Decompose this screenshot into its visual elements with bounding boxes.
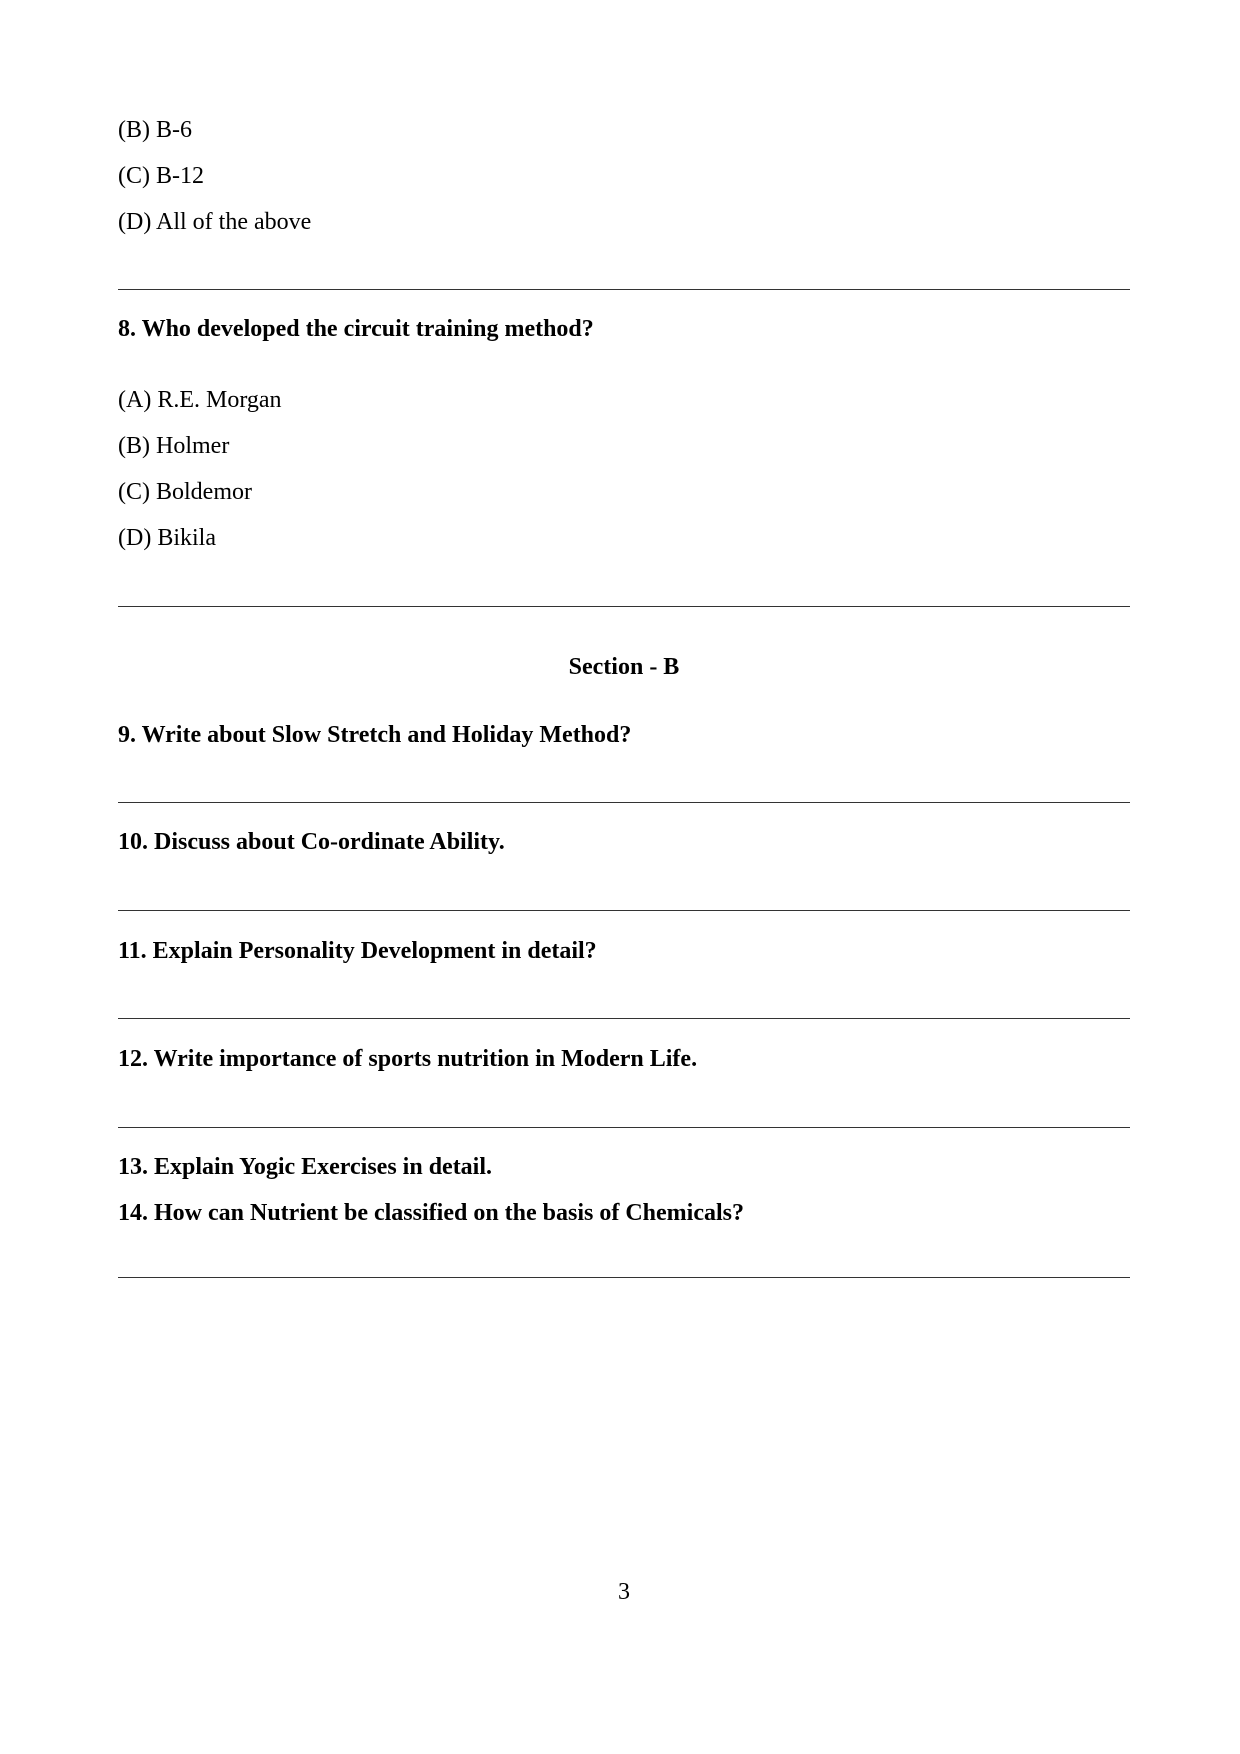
- section-b-heading: Section - B: [568, 654, 680, 680]
- question-13: 13. Explain Yogic Exercises in detail.: [118, 1154, 493, 1180]
- question-11: 11. Explain Personality Development in detail?: [118, 938, 597, 964]
- divider: [118, 1127, 1130, 1128]
- question-12: 12. Write importance of sports nutrition in Modern Life.: [118, 1046, 698, 1072]
- divider: [118, 606, 1130, 607]
- q8-option-d: (D) Bikila: [118, 525, 216, 551]
- question-8: 8. Who developed the circuit training method?: [118, 316, 594, 342]
- q7-option-b: (B) B-6: [118, 117, 192, 143]
- question-14: 14. How can Nutrient be classified on the basis of Chemicals?: [118, 1200, 744, 1226]
- divider: [118, 910, 1130, 911]
- question-9: 9. Write about Slow Stretch and Holiday Method?: [118, 722, 632, 748]
- divider: [118, 1018, 1130, 1019]
- divider: [118, 1277, 1130, 1278]
- page-number: 3: [618, 1579, 630, 1605]
- q8-option-b: (B) Holmer: [118, 433, 230, 459]
- q7-option-c: (C) B-12: [118, 163, 204, 189]
- divider: [118, 802, 1130, 803]
- q7-option-d: (D) All of the above: [118, 209, 312, 235]
- q8-option-c: (C) Boldemor: [118, 479, 252, 505]
- divider: [118, 289, 1130, 290]
- q8-option-a: (A) R.E. Morgan: [118, 387, 282, 413]
- question-10: 10. Discuss about Co-ordinate Ability.: [118, 829, 505, 855]
